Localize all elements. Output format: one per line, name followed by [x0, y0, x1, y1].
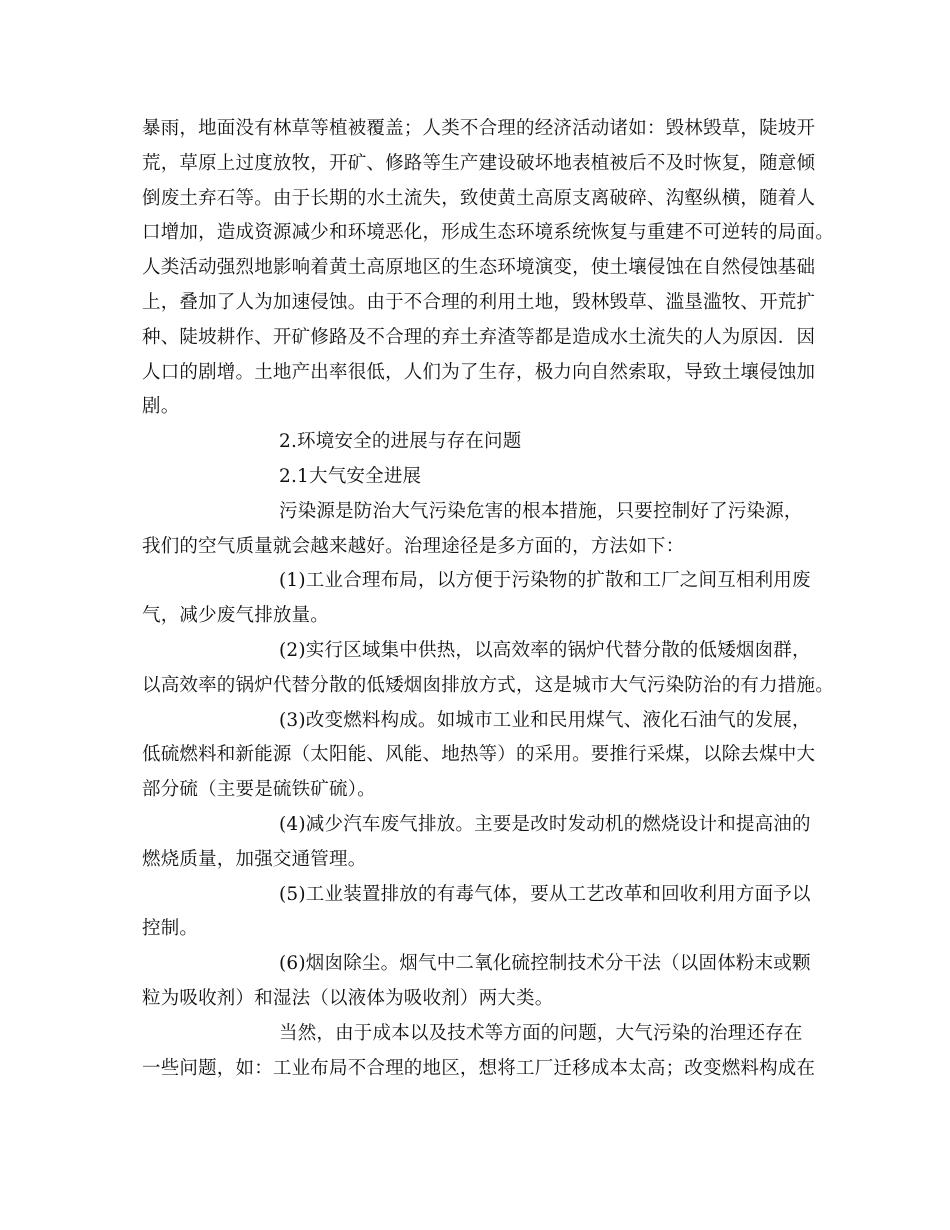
- text-line: 低硫燃料和新能源（太阳能、风能、地热等）的采用。要推行采煤，以除去煤中大: [142, 744, 816, 766]
- text-line: 人类活动强烈地影响着黄土高原地区的生态环境演变，使土壤侵蚀在自然侵蚀基础: [142, 257, 816, 279]
- text-line: (6)烟囱除尘。烟气中二氧化硫控制技术分干法（以固体粉末或颗: [279, 953, 811, 975]
- text-line: 人口的剧增。土地产出率很低，人们为了生存，极力向自然索取，导致土壤侵蚀加: [142, 361, 816, 383]
- text-line: 暴雨，地面没有林草等植被覆盖；人类不合理的经济活动诸如：毁林毁草，陡坡开: [142, 118, 816, 139]
- text-line: (4)减少汽车废气排放。主要是改时发动机的燃烧设计和提高油的: [279, 813, 811, 835]
- text-line: 种、陡坡耕作、开矿修路及不合理的弃土弃渣等都是造成水土流失的人为原因．因: [142, 326, 816, 348]
- text-line: 剧。: [142, 396, 180, 418]
- text-line: 2.1大气安全进展: [279, 465, 422, 487]
- text-line: 2.环境安全的进展与存在问题: [279, 431, 522, 453]
- text-line: 燃烧质量，加强交通管理。: [142, 848, 367, 870]
- text-line: (2)实行区域集中供热，以高效率的锅炉代替分散的低矮烟囱群，: [279, 639, 811, 661]
- text-line: 一些问题，如：工业布局不合理的地区，想将工厂迁移成本太高；改变燃料构成在: [142, 1057, 816, 1079]
- text-line: 口增加，造成资源减少和环境恶化，形成生态环境系统恢复与重建不可逆转的局面。: [142, 222, 834, 244]
- text-line: 气，减少废气排放量。: [142, 605, 330, 627]
- text-line: 控制。: [142, 918, 199, 940]
- text-line: (3)改变燃料构成。如城市工业和民用煤气、液化石油气的发展，: [279, 709, 811, 731]
- text-line: 荒，草原上过度放牧，开矿、修路等生产建设破坏地表植被后不及时恢复，随意倾: [142, 152, 816, 174]
- document-body: [142, 112, 834, 1086]
- text-line: 污染源是防治大气污染危害的根本措施，只要控制好了污染源，: [279, 500, 803, 522]
- text-line: 粒为吸收剂）和湿法（以液体为吸收剂）两大类。: [142, 987, 554, 1009]
- text-line: (1)工业合理布局，以方便于污染物的扩散和工厂之间互相利用废: [279, 570, 811, 592]
- text-line: 当然，由于成本以及技术等方面的问题，大气污染的治理还存在: [279, 1022, 803, 1044]
- text-line: (5)工业装置排放的有毒气体，要从工艺改革和回收利用方面予以: [279, 883, 811, 905]
- text-line: 我们的空气质量就会越来越好。治理途径是多方面的，方法如下：: [142, 535, 685, 557]
- text-line: 上，叠加了人为加速侵蚀。由于不合理的利用土地，毁林毁草、滥垦滥牧、开荒扩: [142, 291, 816, 313]
- text-line: 倒废土弃石等。由于长期的水土流失，致使黄土高原支离破碎、沟壑纵横，随着人: [142, 187, 816, 209]
- text-line: 以高效率的锅炉代替分散的低矮烟囱排放方式，这是城市大气污染防治的有力措施。: [142, 674, 834, 696]
- text-line: 部分硫（主要是硫铁矿硫）。: [142, 779, 376, 801]
